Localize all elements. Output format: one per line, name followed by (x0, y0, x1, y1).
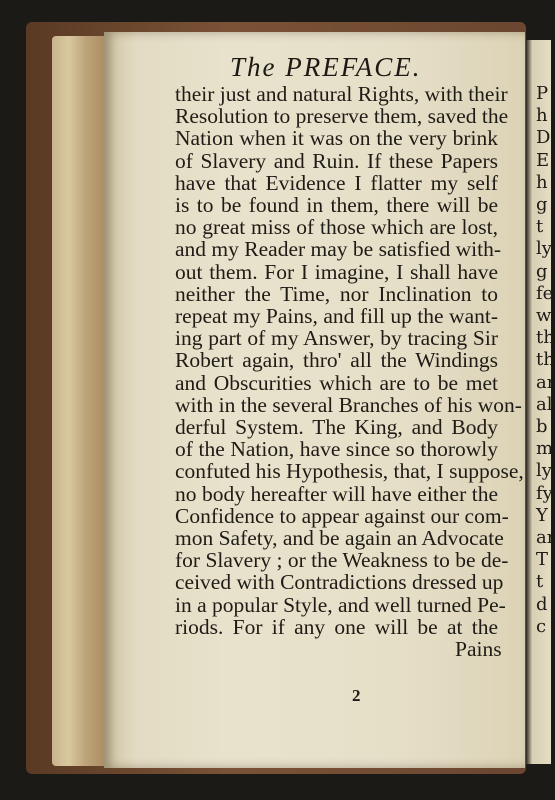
facing-page-fragment: t (536, 571, 544, 593)
text-line: no body hereafter will have either the (175, 481, 498, 506)
text-line: for Slavery ; or the Weakness to be de- (175, 548, 509, 573)
facing-page-fragment: t (536, 216, 544, 238)
facing-page-fragment: Y (536, 504, 548, 526)
text-line: repeat my Pains, and fill up the want- (175, 304, 498, 328)
facing-page-fragment: m (536, 438, 554, 460)
text-line: is to be found in them, there will be (175, 193, 498, 217)
facing-page-fragment: P (536, 83, 549, 104)
text-line: mon Safety, and be again an Advocate (175, 526, 504, 550)
facing-page-fragment: ar (536, 371, 555, 393)
facing-page-fragment: h (536, 171, 548, 193)
facing-page-fragment: b (536, 416, 548, 437)
text-line: riods. For if any one will be at the (175, 614, 498, 639)
facing-page-fragment: ly (536, 460, 552, 482)
text-line: no great miss of those which are lost, (175, 215, 498, 240)
text-line: their just and natural Rights, with their (175, 82, 508, 106)
text-line: neither the Time, nor Inclination to (175, 281, 498, 306)
facing-page-fragment: al (536, 393, 553, 415)
facing-page-fragment: fy (536, 482, 553, 504)
text-line: derful System. The King, and Body (175, 415, 498, 439)
text-line: Robert again, thro' all the Windings (175, 348, 498, 373)
page-number: 2 (352, 686, 361, 705)
facing-page-fragment: d (536, 593, 548, 615)
text-line: Nation when it was on the very brink (175, 126, 498, 151)
book-binding (52, 36, 108, 766)
text-line: ceived with Contradictions dressed up (175, 570, 504, 595)
facing-page-fragment: g (536, 194, 548, 215)
text-line: in a popular Style, and well turned Pe- (175, 592, 506, 617)
text-line: confuted his Hypothesis, that, I suppose, (175, 459, 524, 484)
facing-page-fragment: D (536, 127, 551, 149)
facing-page-fragment: fe (536, 282, 554, 304)
facing-page-fragment: E (536, 149, 550, 171)
facing-page-fragment: T (536, 549, 549, 571)
text-line: ing part of my Answer, by tracing Sir (175, 326, 498, 351)
facing-page-fragment: h (536, 105, 548, 127)
text-line: of Slavery and Ruin. If these Papers (175, 148, 498, 173)
facing-page-fragment: th (536, 349, 555, 371)
text-line: and Obscurities which are to be met (175, 370, 498, 395)
facing-page-fragment: th (536, 327, 555, 349)
facing-page-fragment: g (536, 260, 548, 282)
facing-page-fragment: ar (536, 527, 555, 548)
text-line: out them. For I imagine, I shall have (175, 259, 498, 284)
catchword: Pains (455, 637, 502, 661)
running-header: The PREFACE. (230, 52, 422, 82)
text-line: of the Nation, have since so thorowly (175, 437, 498, 462)
facing-page-fragment: c (536, 615, 547, 637)
text-line: Confidence to appear against our com- (175, 503, 509, 528)
text-line: and my Reader may be satisfied with- (175, 237, 501, 262)
facing-page-fragment: ly (536, 238, 552, 260)
text-line: Resolution to preserve them, saved the (175, 104, 509, 129)
text-line: with in the several Branches of his won- (175, 392, 522, 417)
facing-page-fragment: w (536, 305, 552, 326)
text-line: have that Evidence I flatter my self (175, 170, 498, 195)
